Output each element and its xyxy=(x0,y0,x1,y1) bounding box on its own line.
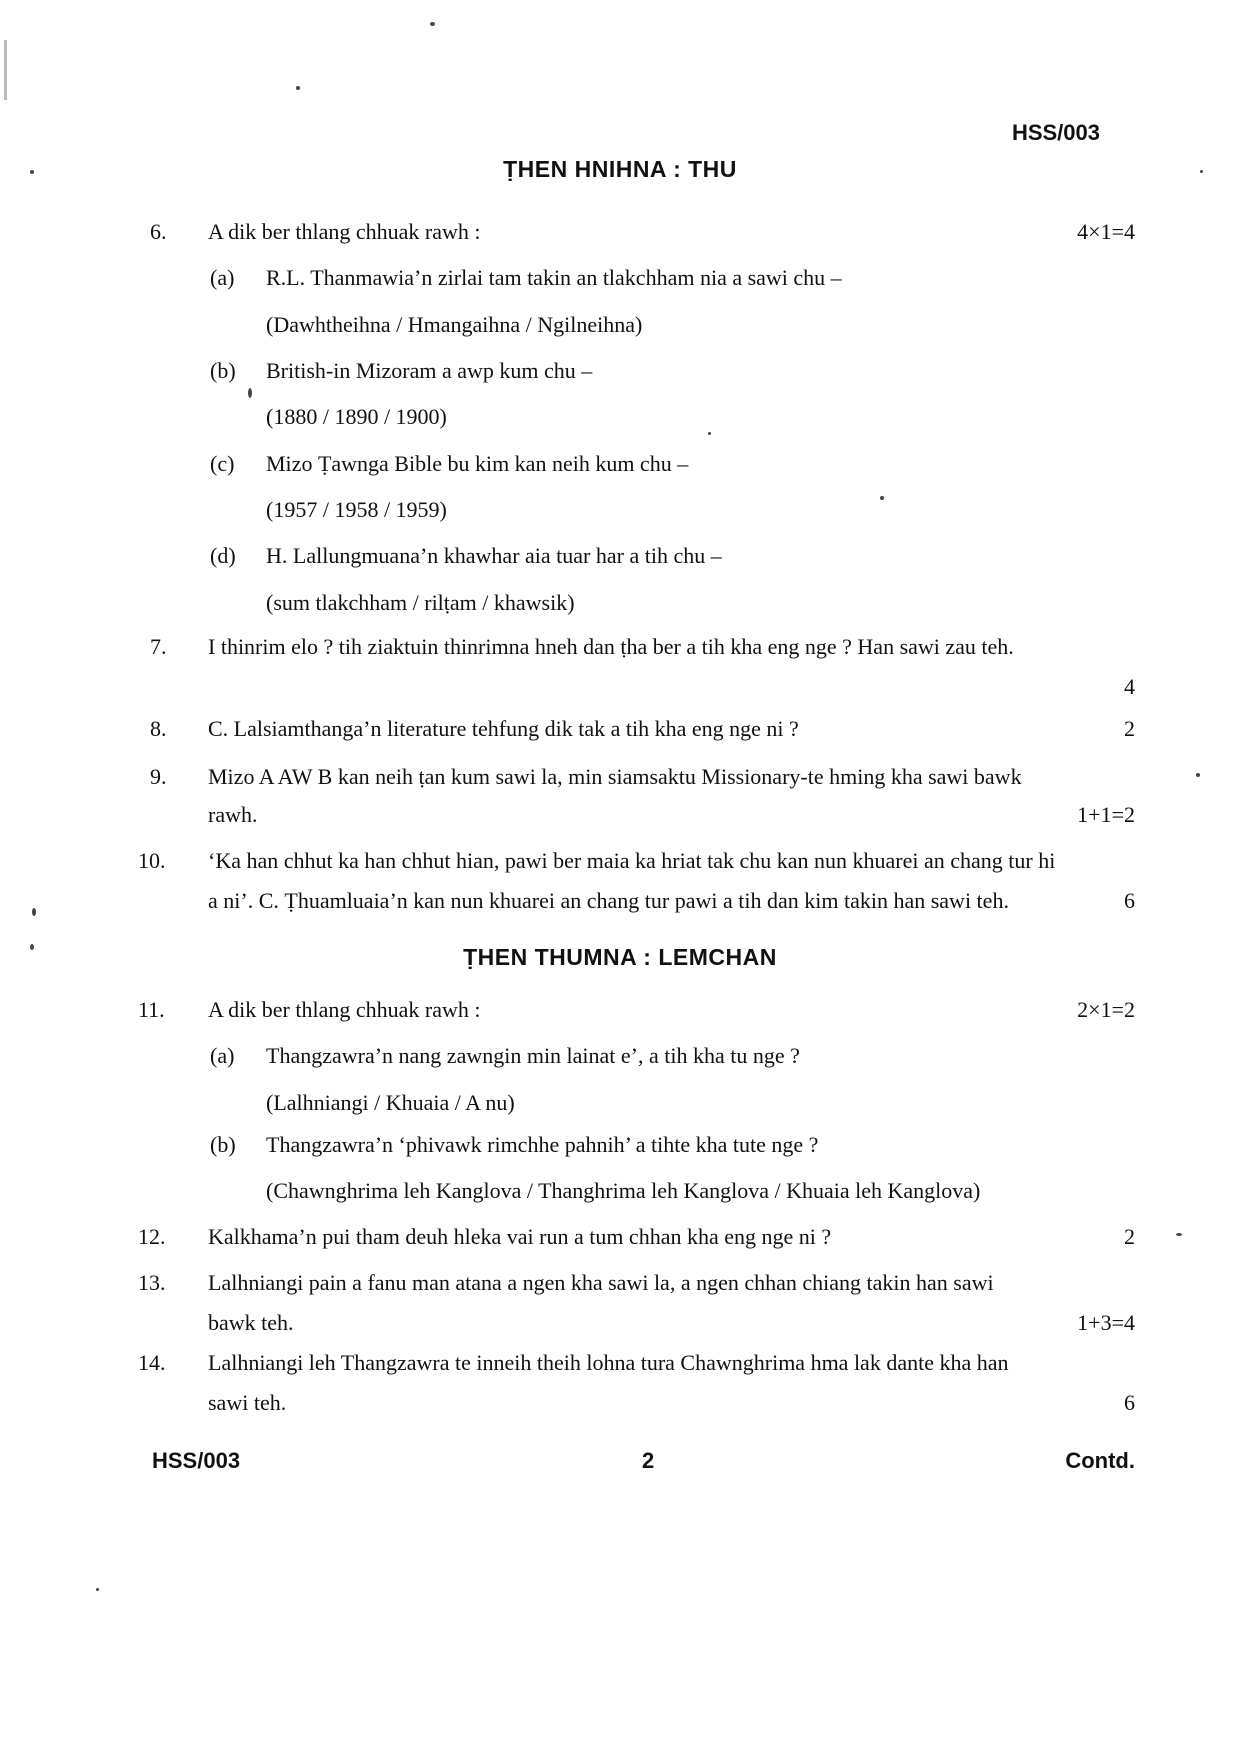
choice-list: (Chawnghrima leh Kanglova / Thanghrima leh Kanglova / Khuaia leh Kanglova) xyxy=(266,1178,981,1203)
scan-speck xyxy=(708,432,711,435)
sub-label: (a) xyxy=(210,1043,235,1068)
choice-list: (1880 / 1890 / 1900) xyxy=(266,404,447,429)
scan-speck xyxy=(248,388,252,398)
sub-label: (a) xyxy=(210,265,235,290)
choice-list: (sum tlakchham / rilṭam / khawsik) xyxy=(266,590,575,615)
question-text: C. Lalsiamthanga’n literature tehfung dik tak a tih kha eng nge ni ? xyxy=(208,716,799,741)
question-text-continued: sawi teh. xyxy=(208,1390,287,1415)
question-text: Lalhniangi pain a fanu man atana a ngen kha sawi la, a ngen chhan chiang takin han sawi xyxy=(208,1270,994,1295)
sub-label: (b) xyxy=(210,358,236,383)
sub-text: R.L. Thanmawia’n zirlai tam takin an tlakchham nia a sawi chu – xyxy=(266,265,842,290)
section-heading-thu: ṬHEN HNIHNA : THU xyxy=(503,156,737,182)
question-marks: 6 xyxy=(1124,1390,1135,1415)
sub-text: Thangzawra’n ‘phivawk rimchhe pahnih’ a tihte kha tute nge ? xyxy=(266,1132,819,1157)
question-text: A dik ber thlang chhuak rawh : xyxy=(208,219,481,244)
question-number: 8. xyxy=(150,716,167,741)
question-marks: 1+1=2 xyxy=(1077,802,1135,827)
question-text-continued: a ni’. C. Ṭhuamluaia’n kan nun khuarei an chang tur pawi a tih dan kim takin han sawi teh. xyxy=(208,888,1009,913)
question-text: ‘Ka han chhut ka han chhut hian, pawi ber maia ka hriat tak chu kan nun khuarei an chang tur hi xyxy=(208,848,1056,873)
footer-paper-code: HSS/003 xyxy=(152,1448,241,1473)
question-marks: 1+3=4 xyxy=(1077,1310,1135,1335)
question-marks: 2 xyxy=(1124,1224,1135,1249)
question-text: I thinrim elo ? tih ziaktuin thinrimna hneh dan ṭha ber a tih kha eng nge ? Han sawi zau teh. xyxy=(208,634,1014,659)
sub-label: (b) xyxy=(210,1132,236,1157)
question-marks: 6 xyxy=(1124,888,1135,913)
question-text-continued: rawh. xyxy=(208,802,258,827)
question-number: 11. xyxy=(138,997,165,1022)
sub-text: Mizo Ṭawnga Bible bu kim kan neih kum chu – xyxy=(266,451,689,476)
scan-speck xyxy=(880,496,884,500)
section-heading-lemchan: ṬHEN THUMNA : LEMCHAN xyxy=(463,944,777,970)
question-marks: 2 xyxy=(1124,716,1135,741)
question-marks: 4×1=4 xyxy=(1077,219,1135,244)
question-number: 14. xyxy=(138,1350,166,1375)
scan-speck xyxy=(30,170,34,174)
choice-list: (1957 / 1958 / 1959) xyxy=(266,497,447,522)
sub-label: (d) xyxy=(210,543,236,568)
choice-list: (Lalhniangi / Khuaia / A nu) xyxy=(266,1090,515,1115)
question-number: 13. xyxy=(138,1270,166,1295)
question-number: 12. xyxy=(138,1224,166,1249)
scan-speck xyxy=(430,22,435,26)
question-text: Lalhniangi leh Thangzawra te inneih theih lohna tura Chawnghrima hma lak dante kha han xyxy=(208,1350,1009,1375)
choice-list: (Dawhtheihna / Hmangaihna / Ngilneihna) xyxy=(266,312,643,337)
question-text: Mizo A AW B kan neih ṭan kum sawi la, min siamsaktu Missionary-te hming kha sawi bawk xyxy=(208,764,1022,789)
scan-speck xyxy=(1176,1233,1182,1236)
sub-text: H. Lallungmuana’n khawhar aia tuar har a tih chu – xyxy=(266,543,722,568)
sub-text: British-in Mizoram a awp kum chu – xyxy=(266,358,593,383)
question-text-continued: bawk teh. xyxy=(208,1310,294,1335)
question-number: 7. xyxy=(150,634,167,659)
scan-speck xyxy=(1200,170,1203,173)
scan-edge-mark xyxy=(4,40,7,100)
footer-continued: Contd. xyxy=(1065,1448,1135,1473)
footer-page-number: 2 xyxy=(642,1448,655,1473)
sub-label: (c) xyxy=(210,451,235,476)
scan-speck xyxy=(1196,773,1200,777)
scan-speck xyxy=(296,86,300,90)
question-number: 10. xyxy=(138,848,166,873)
scan-speck xyxy=(32,908,36,916)
question-number: 9. xyxy=(150,764,167,789)
question-text: Kalkhama’n pui tham deuh hleka vai run a tum chhan kha eng nge ni ? xyxy=(208,1224,832,1249)
question-marks: 2×1=2 xyxy=(1077,997,1135,1022)
scan-speck xyxy=(96,1588,99,1591)
header-paper-code: HSS/003 xyxy=(1011,120,1100,145)
scan-speck xyxy=(30,944,34,950)
sub-text: Thangzawra’n nang zawngin min lainat e’, a tih kha tu nge ? xyxy=(266,1043,800,1068)
question-text: A dik ber thlang chhuak rawh : xyxy=(208,997,481,1022)
question-marks: 4 xyxy=(1124,674,1135,699)
question-number: 6. xyxy=(150,219,167,244)
